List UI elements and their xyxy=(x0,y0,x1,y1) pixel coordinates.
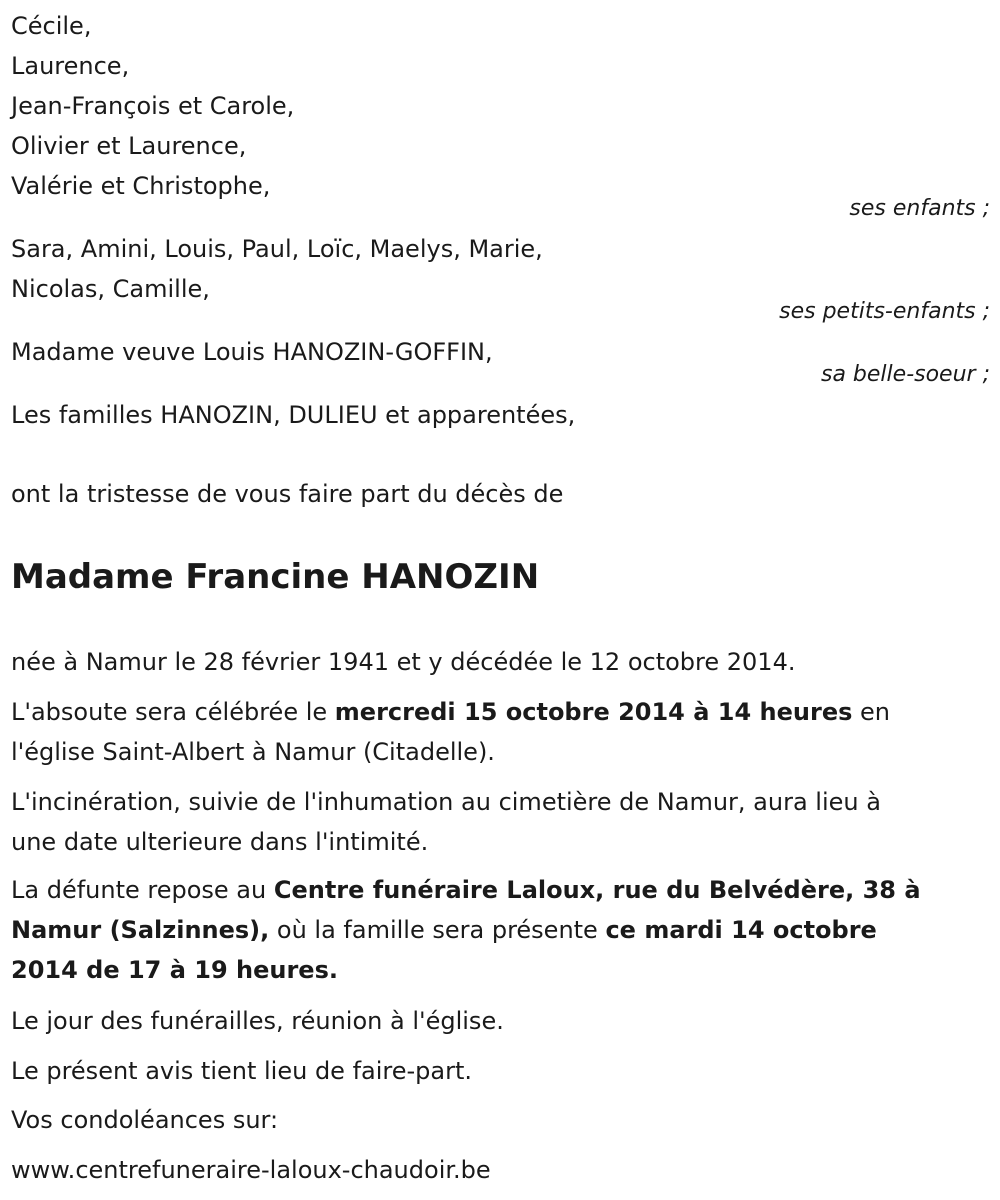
grandchildren-line-1: Sara, Amini, Louis, Paul, Loïc, Maelys, Marie, xyxy=(11,235,543,263)
absoute-line-1 xyxy=(11,692,890,732)
incineration-line-2: une date ulterieure dans l'intimité. xyxy=(11,828,429,856)
repose-prefix: La défunte repose au xyxy=(11,876,274,904)
repose-line-2 xyxy=(11,910,877,950)
grandchildren-role: ses petits-enfants ; xyxy=(779,299,990,324)
repose-place-part2: Namur (Salzinnes), xyxy=(11,916,270,944)
families-line: Les familles HANOZIN, DULIEU et apparentées, xyxy=(11,401,576,429)
absoute-date: mercredi 15 octobre 2014 à 14 heures xyxy=(334,698,853,726)
announcement-line: ont la tristesse de vous faire part du décès de xyxy=(11,480,564,508)
absoute-prefix: L'absoute sera célébrée le xyxy=(11,698,335,726)
deceased-name: Madame Francine HANOZIN xyxy=(11,557,540,597)
child-name-2: Laurence, xyxy=(11,52,130,80)
sister-in-law-role: sa belle-soeur ; xyxy=(821,362,990,387)
child-name-4: Olivier et Laurence, xyxy=(11,132,247,160)
repose-time-part1: ce mardi 14 octobre xyxy=(605,916,877,944)
incineration-line-1: L'incinération, suivie de l'inhumation au cimetière de Namur, aura lieu à xyxy=(11,788,881,816)
repose-time-part2: 2014 de 17 à 19 heures. xyxy=(11,956,338,984)
child-name-1: Cécile, xyxy=(11,12,92,40)
website-link[interactable]: www.centrefuneraire-laloux-chaudoir.be xyxy=(11,1156,491,1184)
repose-line-3 xyxy=(11,950,338,990)
repose-line-1 xyxy=(11,870,921,910)
grandchildren-line-2: Nicolas, Camille, xyxy=(11,275,210,303)
condolences-label: Vos condoléances sur: xyxy=(11,1106,279,1134)
child-name-5: Valérie et Christophe, xyxy=(11,172,271,200)
child-name-3: Jean-François et Carole, xyxy=(11,92,295,120)
children-role: ses enfants ; xyxy=(849,196,990,221)
birth-death-line: née à Namur le 28 février 1941 et y décédée le 12 octobre 2014. xyxy=(11,648,796,676)
notice-line: Le présent avis tient lieu de faire-part. xyxy=(11,1057,473,1085)
repose-middle: où la famille sera présente xyxy=(269,916,606,944)
absoute-line-2: l'église Saint-Albert à Namur (Citadelle). xyxy=(11,738,495,766)
sister-in-law: Madame veuve Louis HANOZIN-GOFFIN, xyxy=(11,338,493,366)
reunion-line: Le jour des funérailles, réunion à l'église. xyxy=(11,1007,504,1035)
repose-place-part1: Centre funéraire Laloux, rue du Belvédère, 38 à xyxy=(273,876,921,904)
absoute-suffix: en xyxy=(852,698,890,726)
